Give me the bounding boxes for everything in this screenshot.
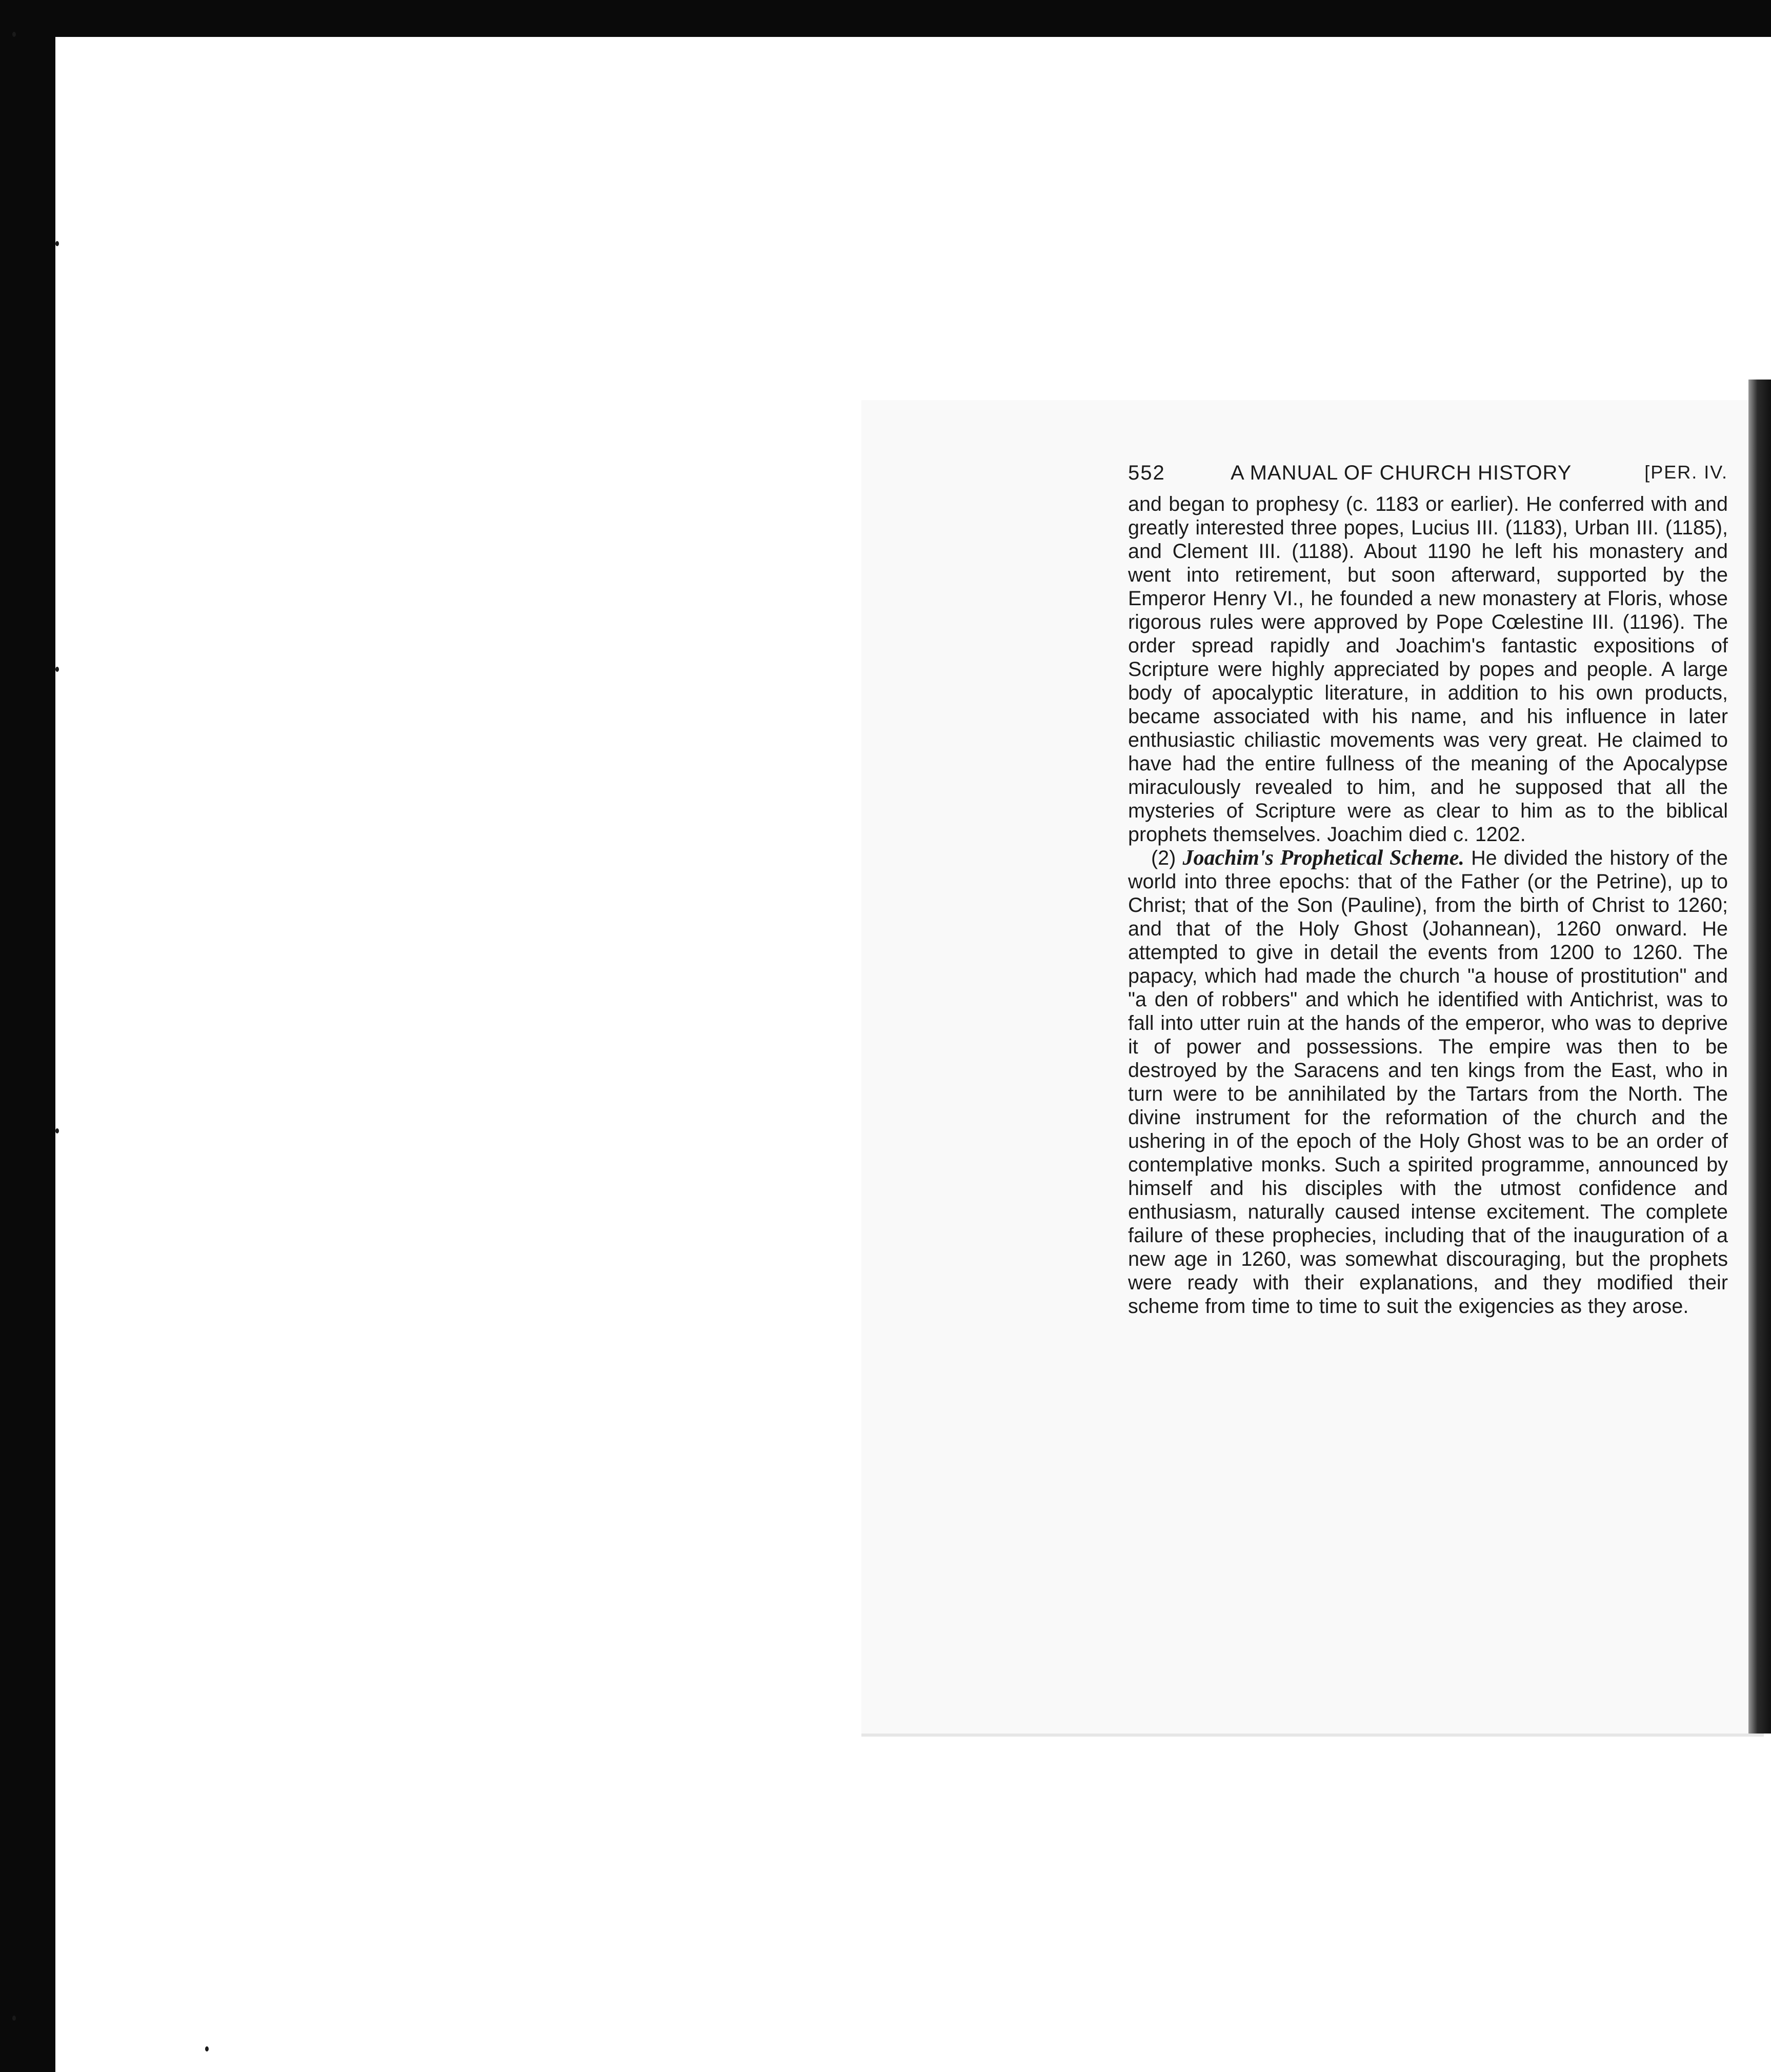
scan-mark bbox=[205, 2046, 209, 2051]
page-number: 552 bbox=[1128, 462, 1165, 484]
paragraph-1: and began to prophesy (c. 1183 or earlier). He conferred with and greatly interested three popes, Lucius III. (1183), Urban III. (1185), and Clement III. (1188). About 1190 he left his monastery and went into retirement, but soon afterward, supported by the Emperor Henry VI., he founded a new monastery at Floris, whose rigorous rules were approved by Pope Cœlestine III. (1196). The order spread rapidly and Joachim's fantastic expositions of Scripture were highly appreciated by popes and people. A large body of apocalyptic literature, in addition to his own products, became associated with his name, and his influence in later enthusiastic chiliastic movements was very great. He claimed to have had the entire fullness of the meaning of the Apocalypse miraculously revealed to him, and he supposed that all the mysteries of Scripture were as clear to him as to the biblical prophets themselves. Joachim died c. 1202. bbox=[1128, 493, 1728, 846]
paragraph-2 bbox=[1128, 846, 1728, 1318]
running-header bbox=[1128, 462, 1728, 492]
page-binding-shadow bbox=[1748, 380, 1771, 1734]
scan-mark bbox=[12, 2016, 16, 2021]
page-content bbox=[1128, 462, 1728, 1318]
section-mark: [PER. IV. bbox=[1644, 462, 1728, 483]
scan-mark bbox=[55, 667, 59, 672]
scan-mark bbox=[55, 1128, 59, 1133]
running-title: A MANUAL OF CHURCH HISTORY bbox=[1231, 462, 1572, 484]
scan-mark bbox=[55, 241, 59, 246]
paragraph-2-text: He divided the history of the world into three epochs: that of the Father (or the Petrine), up to Christ; that of the Son (Pauline), from the birth of Christ to 1260; and that of the Holy Ghost (Johannean), 1260 onward. He attempted to give in detail the events from 1200 to 1260. The papacy, which had made the church "a house of prostitution" and "a den of robbers" and which he identified with Antichrist, was to fall into utter ruin at the hands of the emperor, who was to deprive it of power and possessions. The empire was then to be destroyed by the Saracens and ten kings from the East, who in turn were to be annihilated by the Tartars from the North. The divine instrument for the reformation of the church and the ushering in of the epoch of the Holy Ghost was to be an order of contemplative monks. Such a spirited programme, announced by himself and his disciples with the utmost confidence and enthusiasm, naturally caused intense excitement. The complete failure of these prophecies, including that of the inauguration of a new age in 1260, was somewhat discouraging, but the prophets were ready with their explanations, and they modified their scheme from time to time to suit the exigencies as they arose. bbox=[1128, 847, 1728, 1318]
paragraph-2-number: (2) bbox=[1151, 847, 1176, 869]
scan-mark bbox=[12, 32, 16, 37]
section-heading: Joachim's Prophetical Scheme. bbox=[1182, 846, 1464, 870]
